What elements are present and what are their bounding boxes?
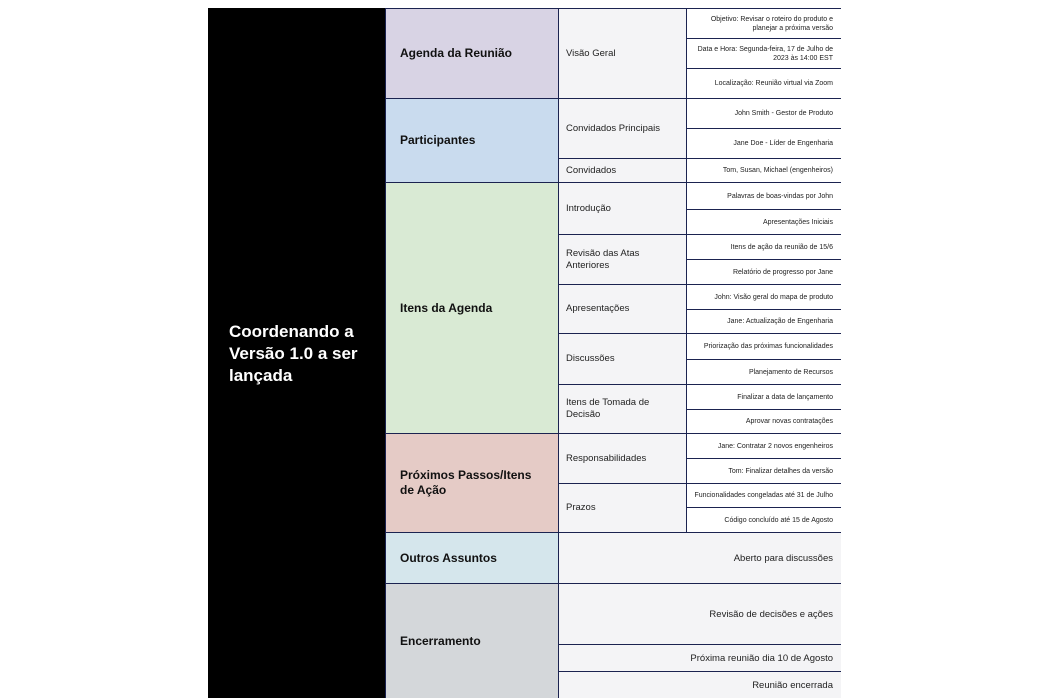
- topic-visao-geral: [558, 8, 686, 98]
- leaf-item: [686, 182, 841, 209]
- leaf-text: Localização: Reunião virtual via Zoom: [714, 80, 833, 87]
- leaf-item: [686, 458, 841, 483]
- branch-label: Agenda da Reunião: [400, 46, 513, 60]
- leaf-item: [686, 128, 841, 158]
- topic-label: Itens de Tomada de Decisão: [566, 397, 650, 420]
- leaf-text: Apresentações Iniciais: [762, 218, 833, 226]
- topic-prazos: [558, 483, 686, 532]
- leaf-text: Jane: Contratar 2 novos engenheiros: [717, 442, 833, 450]
- root-title: Coordenando a Versão 1.0 a ser lançada: [229, 321, 358, 385]
- leaf-text: Planejamento de Recursos: [748, 368, 833, 376]
- topic-label: Prazos: [566, 502, 596, 513]
- topic-discussoes: [558, 333, 686, 384]
- topic-convidados: [558, 158, 686, 182]
- leaf-text: Palavras de boas-vindas por John: [727, 192, 833, 200]
- topic-apresentacoes: [558, 284, 686, 333]
- leaf-text: Revisão de decisões e ações: [709, 608, 833, 620]
- topic-label: Revisão das Atas Anteriores: [566, 247, 640, 271]
- leaf-text: Funcionalidades congeladas até 31 de Julho: [694, 492, 833, 499]
- branch-label: Itens da Agenda: [400, 300, 493, 315]
- branch-outros-assuntos: [385, 532, 558, 583]
- leaf-item: [686, 234, 841, 259]
- leaf-text: Relatório de progresso por Jane: [732, 268, 833, 276]
- leaf-text: Objetivo: Revisar o roteiro do produto e planejar a próxima versão: [710, 15, 833, 32]
- leaf-item: [686, 98, 841, 128]
- topic-tomada-decisao: [558, 384, 686, 433]
- leaf-item: [686, 384, 841, 409]
- leaf-item: [558, 644, 841, 671]
- leaf-item: [558, 671, 841, 698]
- branch-encerramento: [385, 583, 558, 698]
- leaf-item: [686, 433, 841, 458]
- branch-label: Participantes: [400, 133, 476, 147]
- leaf-item: [686, 507, 841, 532]
- topic-label: Responsabilidades: [566, 452, 647, 464]
- mind-map-table: [208, 8, 841, 691]
- leaf-text: Tom: Finalizar detalhes da versão: [728, 467, 833, 475]
- leaf-item: [558, 583, 841, 644]
- topic-responsabilidades: [558, 433, 686, 483]
- leaf-item: [686, 483, 841, 507]
- leaf-objetivo: [686, 8, 841, 38]
- leaf-data-hora: [686, 38, 841, 68]
- leaf-text: John: Visão geral do mapa de produto: [714, 293, 833, 301]
- branch-participantes: [385, 98, 558, 182]
- topic-label: Convidados Principais: [566, 122, 660, 134]
- leaf-text: Priorização das próximas funcionalidades: [703, 343, 833, 350]
- leaf-text: Tom, Susan, Michael (engenheiros): [722, 167, 833, 174]
- leaf-localizacao: [686, 68, 841, 98]
- topic-label: Apresentações: [566, 303, 630, 314]
- branch-label: Encerramento: [400, 633, 481, 648]
- topic-label: Discussões: [566, 353, 615, 364]
- topic-introducao: [558, 182, 686, 234]
- leaf-item: [686, 259, 841, 284]
- leaf-text: Itens de ação da reunião de 15/6: [730, 243, 833, 251]
- leaf-text: Jane: Actualização de Engenharia: [727, 318, 833, 325]
- leaf-text: Finalizar a data de lançamento: [737, 393, 833, 401]
- leaf-text: Reunião encerrada: [752, 679, 833, 691]
- leaf-text: Aberto para discussões: [733, 552, 833, 564]
- topic-label: Introdução: [566, 202, 611, 214]
- leaf-text: Data e Hora: Segunda-feira, 17 de Julho de 2023 às 14:00 EST: [697, 45, 833, 62]
- leaf-item: [686, 158, 841, 182]
- topic-convidados-principais: [558, 98, 686, 158]
- leaf-item: [686, 333, 841, 359]
- leaf-item: [686, 409, 841, 433]
- branch-label: Próximos Passos/Itens de Ação: [400, 468, 532, 497]
- leaf-text: Código concluído até 15 de Agosto: [724, 516, 833, 524]
- leaf-item: [686, 359, 841, 384]
- branch-agenda-reuniao: [385, 8, 558, 98]
- leaf-text: Jane Doe - Líder de Engenharia: [733, 140, 833, 147]
- leaf-text: Próxima reunião dia 10 de Agosto: [690, 652, 833, 664]
- topic-label: Visão Geral: [566, 47, 616, 59]
- root-topic: [208, 8, 385, 698]
- leaf-item: [686, 309, 841, 333]
- leaf-text: Aprovar novas contratações: [745, 418, 833, 425]
- leaf-item: [686, 284, 841, 309]
- topic-revisao-atas: [558, 234, 686, 284]
- branch-label: Outros Assuntos: [400, 550, 497, 565]
- branch-itens-agenda: [385, 182, 558, 433]
- leaf-item: [558, 532, 841, 583]
- topic-label: Convidados: [566, 164, 617, 176]
- leaf-item: [686, 209, 841, 234]
- branch-proximos-passos: [385, 433, 558, 532]
- leaf-text: John Smith - Gestor de Produto: [734, 110, 833, 117]
